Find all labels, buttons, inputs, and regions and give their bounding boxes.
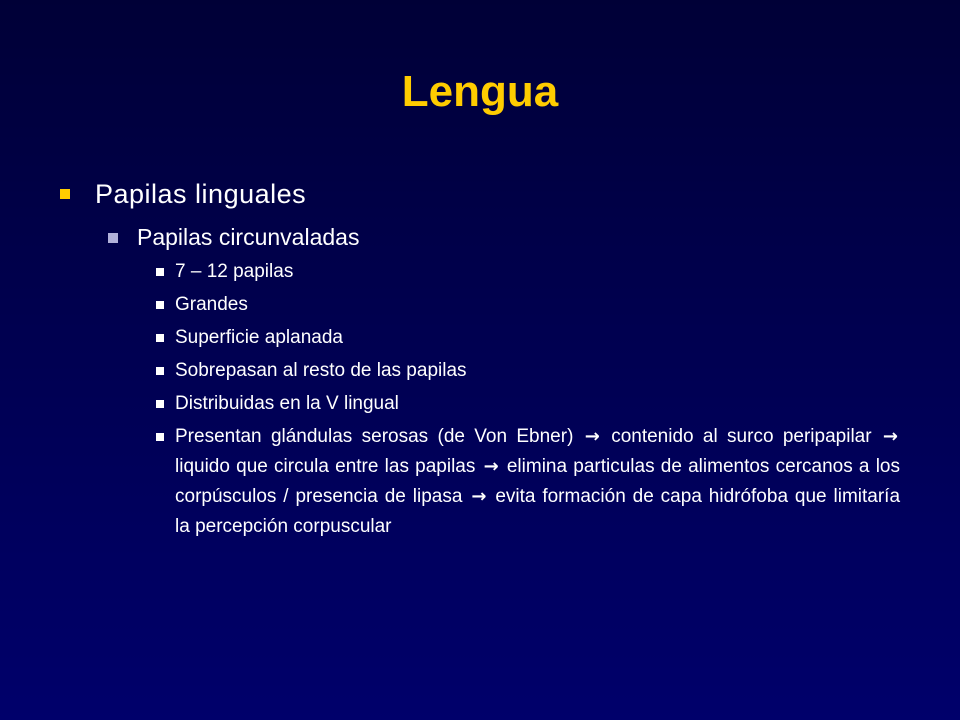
right-arrow-icon: → (882, 426, 898, 447)
list-item-text: Sobrepasan al resto de las papilas (175, 360, 467, 381)
list-item (156, 290, 900, 319)
square-bullet-icon (60, 189, 70, 199)
long-item-segment: evita formación de capa hidrófoba que limitaría la percepción corpuscular (175, 486, 901, 537)
long-item-segment: Presentan glándulas serosas (de Von Ebner) (175, 426, 574, 447)
square-bullet-icon (156, 268, 164, 276)
list-item (156, 257, 900, 286)
square-bullet-icon (156, 301, 164, 309)
square-bullet-icon (156, 400, 164, 408)
list-item (156, 356, 900, 385)
list-item-text: 7 – 12 papilas (175, 261, 294, 282)
bullet-level3-list (156, 257, 900, 546)
list-item-text: Grandes (175, 294, 248, 315)
square-bullet-icon (156, 433, 164, 441)
list-item-text: Superficie aplanada (175, 327, 343, 348)
right-arrow-icon: → (483, 456, 499, 477)
list-item-long (156, 422, 900, 542)
list-item-text: Distribuidas en la V lingual (175, 393, 399, 414)
square-bullet-icon (156, 367, 164, 375)
long-item-segment: liquido que circula entre las papilas (175, 456, 476, 477)
bullet-level2-text: Papilas circunvaladas (137, 224, 360, 250)
long-item-segment: contenido al surco peripapilar (611, 426, 872, 447)
list-item (156, 323, 900, 352)
right-arrow-icon: → (471, 486, 487, 507)
long-item-segment: elimina particulas de alimentos cercanos a los corpúsculos / presencia de lipasa (175, 456, 900, 507)
square-bullet-icon (156, 334, 164, 342)
bullet-level1-text: Papilas linguales (95, 179, 307, 209)
square-bullet-icon (108, 233, 118, 243)
bullet-level2 (108, 221, 908, 253)
list-item (156, 389, 900, 418)
right-arrow-icon: → (584, 426, 600, 447)
slide-title: Lengua (401, 67, 559, 116)
bullet-level1 (60, 174, 920, 214)
